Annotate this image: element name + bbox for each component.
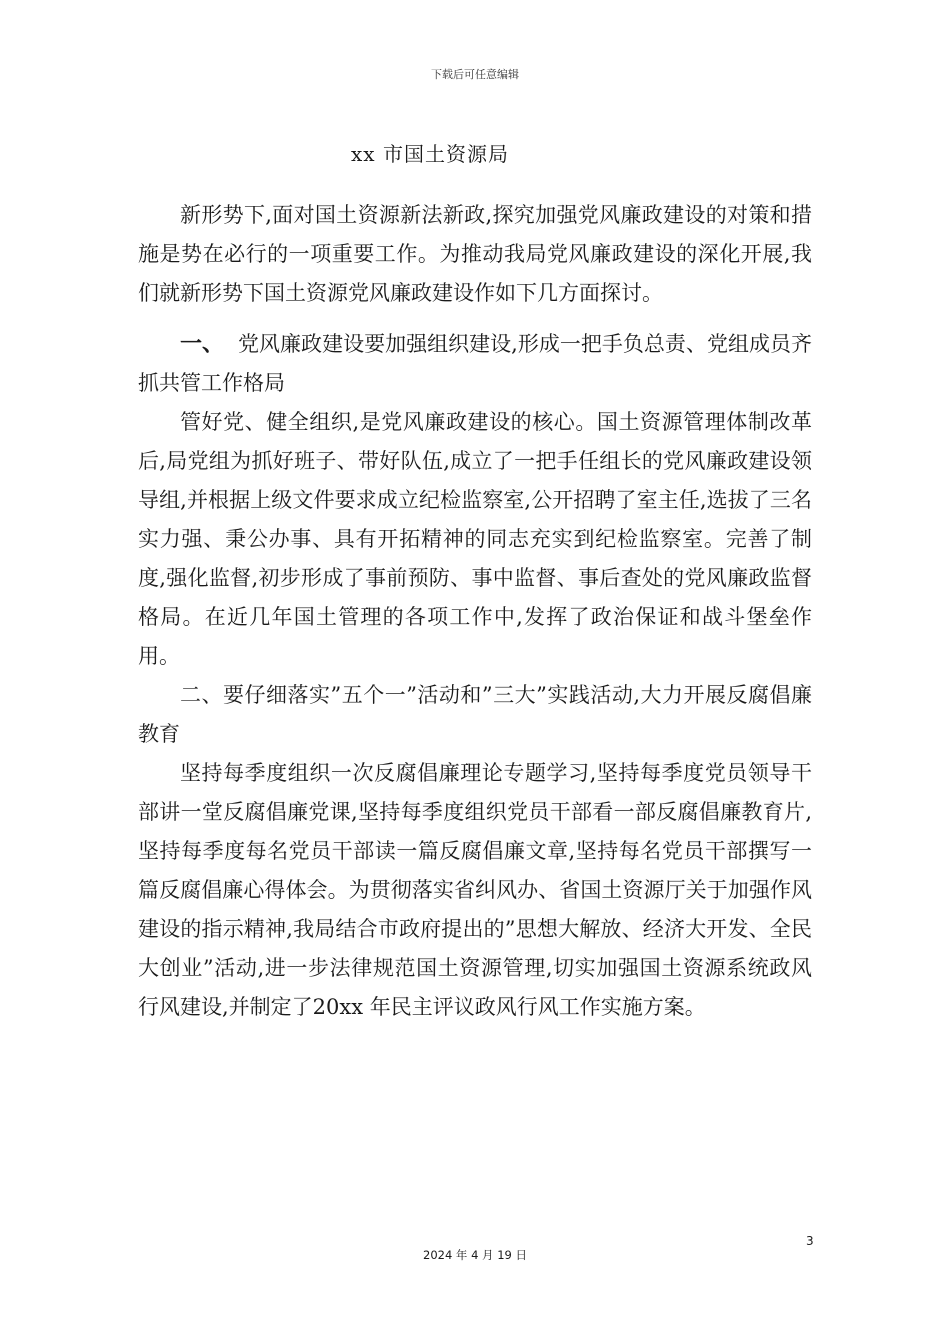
section-2-heading: 二、要仔细落实”五个一”活动和”三大”实践活动,大力开展反腐倡廉教育 bbox=[138, 683, 812, 746]
section-1-heading-text: 党风廉政建设要加强组织建设,形成一把手负总责、党组成员齐抓共管工作格局 bbox=[138, 332, 812, 395]
section-1-heading bbox=[138, 325, 812, 403]
organization-title: xx 市国土资源局 bbox=[351, 142, 509, 166]
document-body bbox=[138, 196, 812, 1027]
section-1-number: 一、 bbox=[180, 332, 225, 357]
page-header-note: 下载后可任意编辑 bbox=[431, 68, 519, 81]
footer-date: 2024 年 4 月 19 日 bbox=[423, 1248, 527, 1262]
page-number: 3 bbox=[806, 1234, 814, 1248]
section-1-body: 管好党、健全组织,是党风廉政建设的核心。国土资源管理体制改革后,局党组为抓好班子、带好队伍,成立了一把手任组长的党风廉政建设领导组,并根据上级文件要求成立纪检监察室,公开招聘了室主任,选拔了三名实力强、秉公办事、具有开拓精神的同志充实到纪检监察室。完善了制度,强化监督,初步形成了事前预防、事中监督、事后查处的党风廉政监督格局。在近几年国土管理的各项工作中,发挥了政治保证和战斗堡垒作用。 bbox=[138, 410, 812, 668]
intro-paragraph: 新形势下,面对国土资源新法新政,探究加强党风廉政建设的对策和措施是势在必行的一项重要工作。为推动我局党风廉政建设的深化开展,我们就新形势下国土资源党风廉政建设作如下几方面探讨。 bbox=[138, 203, 812, 305]
section-2-body: 坚持每季度组织一次反腐倡廉理论专题学习,坚持每季度党员领导干部讲一堂反腐倡廉党课,坚持每季度组织党员干部看一部反腐倡廉教育片,坚持每季度每名党员干部读一篇反腐倡廉文章,坚持每名党员干部撰写一篇反腐倡廉心得体会。为贯彻落实省纠风办、省国土资源厅关于加强作风建设的指示精神,我局结合市政府提出的”思想大解放、经济大开发、全民大创业”活动,进一步法律规范国土资源管理,切实加强国土资源系统政风行风建设,并制定了20xx 年民主评议政风行风工作实施方案。 bbox=[138, 761, 812, 1019]
